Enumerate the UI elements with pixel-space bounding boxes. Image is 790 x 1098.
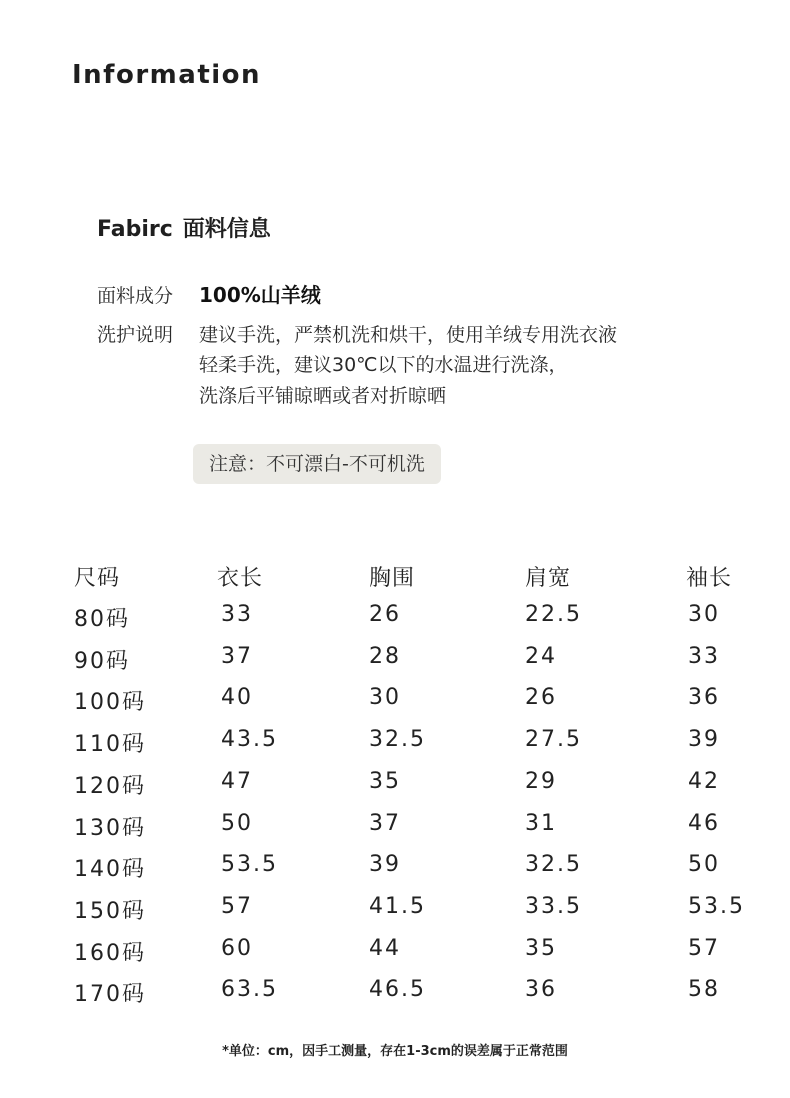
care-line-3: 洗涤后平铺晾晒或者对折晾晒 [199,385,447,407]
care-line-2: 轻柔手洗，建议30℃以下的水温进行洗涤， [199,354,568,376]
measurement-footnote: *单位：cm，因手工测量，存在1-3cm的误差属于正常范围 [222,1044,568,1059]
cell-chest: 46.5 [369,977,426,1002]
cell-sleeve: 53.5 [688,894,745,919]
cell-size: 90码 [74,649,130,674]
page-heading: Information [72,60,262,90]
fabric-title-en: Fabirc [97,217,173,242]
header-chest: 胸围 [369,566,416,591]
cell-length: 43.5 [221,727,278,752]
cell-size: 160码 [74,941,146,966]
cell-length: 50 [221,811,253,836]
cell-sleeve: 36 [688,685,720,710]
cell-length: 57 [221,894,253,919]
cell-shoulder: 32.5 [525,852,582,877]
cell-shoulder: 35 [525,936,557,961]
cell-shoulder: 36 [525,977,557,1002]
care-notice-badge: 注意：不可漂白-不可机洗 [193,444,441,484]
cell-chest: 41.5 [369,894,426,919]
cell-length: 63.5 [221,977,278,1002]
cell-shoulder: 24 [525,644,557,669]
cell-chest: 44 [369,936,401,961]
cell-chest: 26 [369,602,401,627]
cell-length: 33 [221,602,253,627]
cell-shoulder: 26 [525,685,557,710]
composition-value: 100%山羊绒 [199,283,321,307]
cell-length: 60 [221,936,253,961]
cell-sleeve: 30 [688,602,720,627]
cell-size: 140码 [74,857,146,882]
cell-length: 40 [221,685,253,710]
cell-size: 120码 [74,774,146,799]
composition-label: 面料成分 [97,285,174,307]
cell-chest: 32.5 [369,727,426,752]
cell-chest: 30 [369,685,401,710]
header-sleeve: 袖长 [686,566,733,591]
cell-size: 130码 [74,816,146,841]
header-length: 衣长 [217,566,264,591]
cell-shoulder: 31 [525,811,557,836]
cell-length: 53.5 [221,852,278,877]
cell-sleeve: 33 [688,644,720,669]
cell-sleeve: 39 [688,727,720,752]
cell-size: 100码 [74,690,146,715]
cell-length: 37 [221,644,253,669]
care-label: 洗护说明 [97,324,174,346]
cell-sleeve: 58 [688,977,720,1002]
cell-length: 47 [221,769,253,794]
cell-shoulder: 29 [525,769,557,794]
cell-size: 150码 [74,899,146,924]
cell-sleeve: 50 [688,852,720,877]
cell-chest: 37 [369,811,401,836]
cell-chest: 28 [369,644,401,669]
fabric-title-cn: 面料信息 [182,217,271,242]
cell-sleeve: 46 [688,811,720,836]
cell-size: 170码 [74,982,146,1007]
cell-size: 110码 [74,732,146,757]
cell-sleeve: 42 [688,769,720,794]
cell-shoulder: 33.5 [525,894,582,919]
cell-chest: 35 [369,769,401,794]
cell-shoulder: 22.5 [525,602,582,627]
care-line-1: 建议手洗，严禁机洗和烘干，使用羊绒专用洗衣液 [199,324,618,346]
header-shoulder: 肩宽 [525,566,572,591]
header-size: 尺码 [74,566,121,591]
cell-size: 80码 [74,607,130,632]
cell-sleeve: 57 [688,936,720,961]
cell-chest: 39 [369,852,401,877]
cell-shoulder: 27.5 [525,727,582,752]
